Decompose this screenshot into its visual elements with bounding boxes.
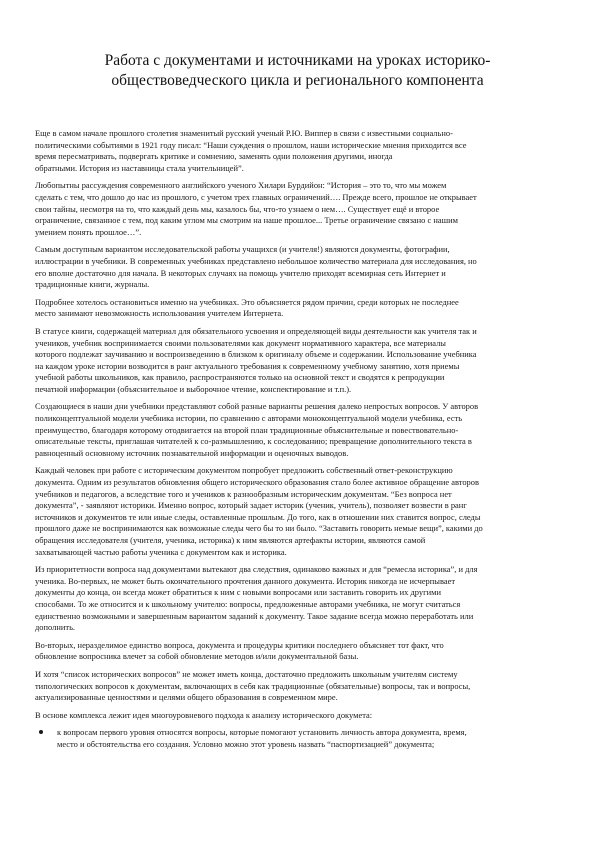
paragraph — [35, 669, 563, 704]
text-line: свои тайны, несмотря на то, что каждый день мы, казалось бы, что-то узнаем о нем…. Существует ещё и второе — [35, 203, 440, 214]
text-line: документы до конца, он всегда может обратиться к ним с новыми вопросами или заставить говорить их другими — [35, 587, 441, 598]
text-line: документа”, - заявляют историки. Именно вопрос, который задает историк (ученик, учитель), позволяет возвести в ранг — [35, 500, 467, 511]
text-line: Во-вторых, неразделимое единство вопроса, документа и процедуры критики последнего объясняет тот факт, что — [35, 639, 444, 650]
text-line: типологических вопросов к документам, включающих в себя как традиционные (обязательные) вопросы, так и вопросы, — [35, 680, 471, 691]
text-line: на каждом уроке истории возводится в ранг актуального требования к современному учебному занятию, хотя приемы — [35, 360, 460, 371]
text-line: актуализированные ценностями и целями общего образования в современном мире. — [35, 692, 338, 703]
text-line: место занимают невозможность использования учителем Интернета. — [35, 308, 284, 319]
paragraph — [35, 244, 563, 290]
text-line: которого подлежат заучиванию и воспроизведению в близком к оригиналу объеме и содержании. Использование учебника — [35, 349, 477, 360]
text-line: И хотя “список исторических вопросов” не может иметь конца, достаточно предложить школьным учителям систему — [35, 668, 458, 679]
paragraph — [35, 180, 563, 238]
list-item — [35, 727, 563, 750]
paragraph — [35, 128, 563, 174]
text-line: Еще в самом начале прошлого столетия знаменитый русский ученый Р.Ю. Виппер в связи с известными социально- — [35, 128, 453, 138]
paragraph — [35, 710, 563, 722]
paragraph — [35, 401, 563, 459]
text-line: учебников и педагогов, а вследствие того и учеников к разнообразным историческим документам. “Без вопроса нет — [35, 488, 452, 499]
text-line: прошлого даже не воспринимаются как возможные следы чего бы то ни было. “Заставить говорить немые вещи”, какими до — [35, 523, 483, 534]
text-line: равноценный основному источник познавательной информации и оценочных выводов. — [35, 447, 349, 458]
text-line: единственно возможными и завершенным вариантом заданий к документу. Такое задание всегда можно переработать или — [35, 610, 474, 621]
paragraph — [35, 465, 563, 558]
document-body — [35, 128, 563, 751]
text-line: Подробнее хотелось остановиться именно на учебниках. Это объясняется рядом причин, среди которых не последнее — [35, 296, 459, 307]
paragraph — [35, 297, 563, 320]
text-line: учеников, учебник воспринимается своими пользователями как документ нормативного характера, все материалы — [35, 337, 446, 348]
text-line: документа. Одним из результатов обновления общего исторического образования стало более активное обращение авторов — [35, 477, 479, 488]
text-line: поликонцептуальной модели учебника истории, по сравнению с авторами моноконцептуальной модели учебника, есть — [35, 413, 463, 424]
text-line: Из приоритетности вопроса над документами вытекают два следствия, одинаково важных и для “ремесла историка”, и для — [35, 564, 478, 575]
text-line: обратными. История из наставницы стала учительницей”. — [35, 162, 244, 173]
title-line: Работа с документами и источниками на уроках историко- — [104, 52, 491, 69]
text-line: Любопытны рассуждения современного английского ученого Хилари Бурдийон: “История – это то, что мы можем — [35, 180, 447, 191]
text-line: умением понять прошлое…”. — [35, 226, 142, 237]
paragraph — [35, 326, 563, 396]
text-line: учебной работы школьников, как правило, распространяются только на основной текст и сводятся к репродукции — [35, 372, 445, 383]
text-line: Создающиеся в наши дни учебники представляют собой разные варианты решения далеко непростых вопросов. У авторов — [35, 401, 479, 412]
text-line: печатной информации (объяснительное и выборочное чтение, конспектирование и т.п.). — [35, 383, 352, 394]
text-line: В статусе книги, содержащей материал для обязательного усвоения и определяющей виды деятельности как учителя так и — [35, 325, 477, 336]
text-line: Каждый человек при работе с историческим документом попробует предложить собственный ответ-реконструкцию — [35, 465, 453, 476]
text-line: захватывающей частью работы ученика с документом как и историка. — [35, 546, 287, 557]
bullet-list — [35, 727, 563, 750]
text-line: дополнить. — [35, 622, 76, 633]
text-line: место и обстоятельства его создания. Условно можно этот уровень назвать “паспортизацией” документа; — [57, 738, 435, 749]
text-line: традиционные книги, журналы. — [35, 279, 150, 290]
text-line: время пересматривать, подвергать критике и сомнению, заменять одни положения другими, иногда — [35, 151, 393, 162]
paragraph — [35, 640, 563, 663]
text-line: его вполне достаточно для начала. В некоторых случаях на помощь учителю приходят всемирная сеть Интернет и — [35, 267, 446, 278]
text-line: обращения исследователя (учителя, ученика, историка) к ним являются артефакты истории, являются самой — [35, 535, 426, 545]
text-line: источников и документов те или иные следы, оставленные прошлым. До того, как в отношении них ставится вопрос, следы — [35, 511, 481, 522]
bullet-icon — [39, 730, 43, 734]
text-line: описательные тексты, приглашая читателей к со-размышлению, к соследованию; превращение дополнительного текста в — [35, 436, 472, 447]
text-line: иллюстрации в учебники. В современных учебниках представлено небольшое количество материала для исследования, но — [35, 255, 477, 266]
title-line: обществоведческого цикла и регионального компонента — [111, 72, 484, 89]
text-line: В основе комплекса лежит идея многоуровневого подхода к анализу исторического докумета: — [35, 709, 373, 720]
text-line: к вопросам первого уровня относятся вопросы, которые помогают установить личность автора документа, время, — [57, 727, 467, 738]
text-line: обновление вопросника влечет за собой обновление методов и/или документальной базы. — [35, 651, 359, 662]
text-line: ученика. Во-первых, не может быть окончательного прочтения данного документа. Историк никогда не исчерпывает — [35, 575, 456, 586]
text-line: способами. То же относится и к школьному учителю: вопросы, предложенные авторами учебника, не могут считаться — [35, 598, 461, 609]
text-line: преимущество, благодаря которому отодвигается на второй план традиционные объяснительные и повествовательно- — [35, 424, 459, 435]
paragraph — [35, 564, 563, 634]
text-line: Самым доступным вариантом исследовательской работы учащихся (и учителя!) являются документы, фотографии, — [35, 244, 450, 255]
text-line: сделать с тем, что дошло до нас из прошлого, с учетом трех главных ограничений…. Прежде всего, прошлое не открывает — [35, 191, 477, 202]
text-line: ограничение, связанное с тем, под каким углом мы смотрим на наше прошлое... Третье ограничение связано с нашим — [35, 215, 458, 226]
document-title — [60, 51, 535, 91]
text-line: политическими событиями в 1921 году писал: “Наши суждения о прошлом, наши исторические мнения приходится все — [35, 139, 467, 150]
